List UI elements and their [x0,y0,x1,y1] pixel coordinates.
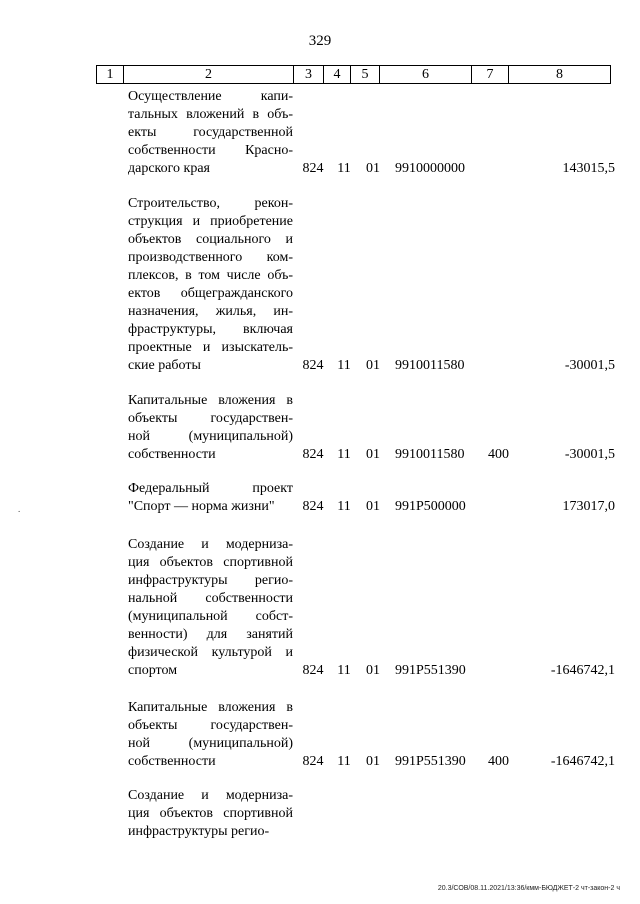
ministry-code: 824 [302,358,324,373]
row-description [128,392,293,464]
target-article-code: 991Р551390 [395,754,466,769]
subsection-code: 01 [366,754,380,769]
description-line: Капитальные вложения в [128,393,293,408]
description-line: назначения, жилья, ин- [128,304,293,319]
target-article-code: 9910011580 [395,447,465,462]
description-line: объектов социального и [128,232,293,247]
target-article-code: 9910000000 [395,161,465,176]
ministry-code: 824 [302,161,324,176]
column-number-header [96,65,611,84]
column-number-1: 1 [97,66,124,84]
description-line: Осуществление капи- [128,89,293,104]
description-line: ция объектов спортивной [128,555,293,570]
amount: -1646742,1 [550,754,615,769]
description-line: екты государственной [128,125,293,140]
column-number-3: 3 [294,66,324,84]
subsection-code: 01 [366,161,380,176]
target-article-code: 9910011580 [395,358,465,373]
ministry-code: 824 [302,754,324,769]
subsection-code: 01 [366,447,380,462]
description-line: собственности Красно- [128,143,293,158]
margin-mark: . [18,504,21,514]
column-number-2: 2 [124,66,294,84]
description-line: Строительство, рекон- [128,196,293,211]
row-description [128,787,293,841]
amount: -30001,5 [564,447,615,462]
row-description [128,480,293,516]
column-number-5: 5 [351,66,380,84]
column-number-7: 7 [472,66,509,84]
amount: 143015,5 [562,161,615,176]
target-article-code: 991Р551390 [395,663,466,678]
description-line: струкция и приобретение [128,214,293,229]
description-line: ектов общегражданского [128,286,293,301]
amount: -30001,5 [564,358,615,373]
description-line: объекты государствен- [128,718,293,733]
subsection-code: 01 [366,663,380,678]
description-line: ной (муниципальной) [128,429,293,444]
section-code: 11 [337,358,351,373]
description-line: ские работы [128,358,201,373]
section-code: 11 [337,161,351,176]
column-number-4: 4 [324,66,351,84]
description-line: инфраструктуры регио- [128,824,270,839]
column-number-6: 6 [380,66,472,84]
expense-type-code: 400 [488,754,509,769]
amount: 173017,0 [562,499,615,514]
subsection-code: 01 [366,499,380,514]
ministry-code: 824 [302,663,324,678]
description-line: Создание и модерниза- [128,537,293,552]
description-line: тальных вложений в объ- [128,107,293,122]
column-number-8: 8 [509,66,611,84]
row-description [128,699,293,771]
target-article-code: 991Р500000 [395,499,466,514]
row-description [128,88,293,178]
description-line: объекты государствен- [128,411,293,426]
description-line: спортом [128,663,178,678]
description-line: (муниципальной собст- [128,609,293,624]
section-code: 11 [337,754,351,769]
row-description [128,195,293,375]
description-line: физической культурой и [128,645,293,660]
description-line: венности) для занятий [128,627,293,642]
description-line: ной (муниципальной) [128,736,293,751]
section-code: 11 [337,447,351,462]
description-line: Создание и модерниза- [128,788,293,803]
section-code: 11 [337,499,351,514]
description-line: собственности [128,754,216,769]
description-line: Капитальные вложения в [128,700,293,715]
row-description [128,536,293,680]
description-line: инфраструктуры регио- [128,573,293,588]
footer-code: 20.3/СОВ/08.11.2021/13:36/кмм-БЮДЖЕТ-2 чт-закон-2 ч [437,885,620,892]
description-line: собственности [128,447,216,462]
amount: -1646742,1 [550,663,615,678]
description-line: Федеральный проект [128,481,293,496]
description-line: плексов, в том числе объ- [128,268,293,283]
description-line: дарского края [128,161,210,176]
description-line: нальной собственности [128,591,293,606]
section-code: 11 [337,663,351,678]
description-line: ция объектов спортивной [128,806,293,821]
subsection-code: 01 [366,358,380,373]
description-line: проектные и изыскатель- [128,340,293,355]
page-number: 329 [308,33,332,49]
description-line: фраструктуры, включая [128,322,293,337]
ministry-code: 824 [302,499,324,514]
expense-type-code: 400 [488,447,509,462]
description-line: "Спорт — норма жизни" [128,499,275,514]
ministry-code: 824 [302,447,324,462]
description-line: производственного ком- [128,250,293,265]
